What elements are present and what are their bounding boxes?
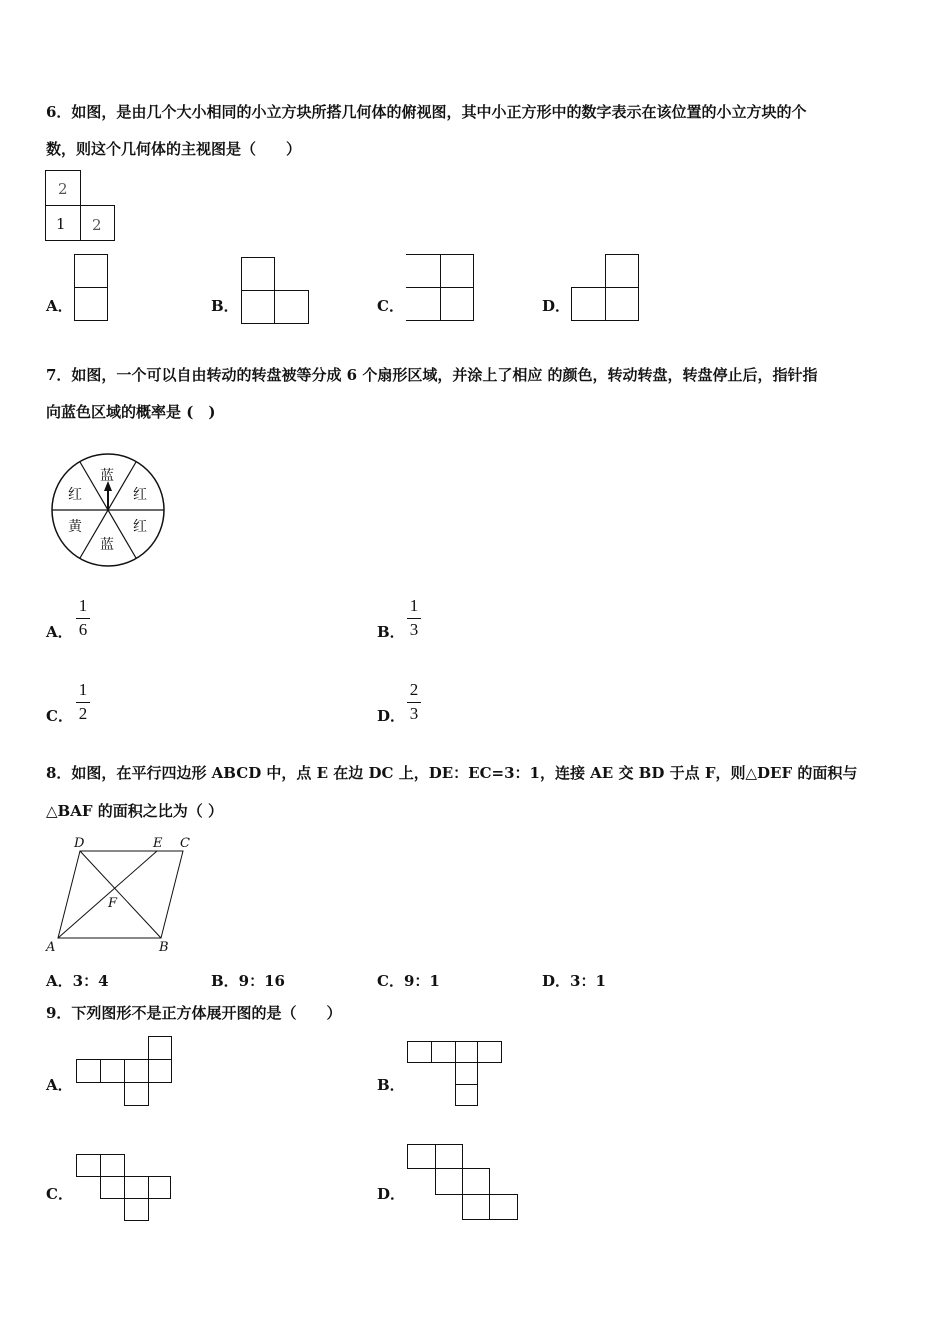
q8-text-line2: △BAF 的面积之比为（ ） [46,802,223,820]
q7-option-a-fraction [76,597,90,639]
q6-option-c-figure [406,254,478,324]
q8-point-label: C [180,836,190,851]
q6-option-d-label: D． [542,297,571,315]
q8-option-b: B．9：16 [211,972,285,990]
q8-point-label: E [153,836,163,851]
q7-sector-label: 黄 [68,519,82,535]
q7-sector-label: 蓝 [100,537,114,553]
q6-text-line1: 6．如图，是由几个大小相同的小立方块所搭几何体的俯视图，其中小正方形中的数字表示在该位置的小立方块的个 [46,103,807,121]
q7-option-d-label: D． [377,707,406,725]
q6-grid-value: 2 [58,180,68,198]
q7-option-c-fraction [76,681,90,723]
q7-option-b-fraction [407,597,421,639]
q7-option-d-numerator: 2 [409,680,419,699]
q6-top-view-grid [45,170,117,242]
q7-option-c-label: C． [46,707,73,725]
q7-sector-label: 红 [133,487,147,503]
q6-grid-value: 2 [92,216,102,234]
q7-option-b-denominator: 3 [409,620,419,639]
q7-option-b-label: B． [377,623,405,641]
q9-option-a-label: A． [46,1076,73,1094]
q6-option-a-label: A． [46,297,73,315]
q6-grid-value: 1 [56,215,66,233]
q8-option-c: C．9：1 [377,972,440,990]
q9-option-a-net [76,1036,176,1108]
q7-option-a-numerator: 1 [78,596,88,615]
q8-option-d: D．3：1 [542,972,606,990]
q6-option-d-figure [571,254,643,324]
q9-option-c-label: C． [46,1185,73,1203]
q6-option-a-figure [74,254,110,324]
q8-point-label: D [74,836,85,851]
q9-option-c-net [76,1154,176,1224]
q7-sector-label: 红 [68,487,82,503]
q8-option-a: A．3：4 [46,972,109,990]
q6-option-b-figure [241,257,313,327]
q7-text-line1: 7．如图，一个可以自由转动的转盘被等分成 6 个扇形区域，并涂上了相应 的颜色，转动转盘，转盘停止后，指针指 [46,366,818,384]
q7-text-line2: 向蓝色区域的概率是 ( ) [46,403,216,421]
q8-parallelogram-figure [44,833,204,958]
q7-option-b-numerator: 1 [409,596,419,615]
q9-text-line1: 9．下列图形不是正方体展开图的是（ ） [46,1004,342,1022]
q7-option-a-denominator: 6 [78,620,88,639]
q9-option-d-net [407,1144,521,1224]
q8-point-label: B [159,940,169,955]
q6-text-line2: 数，则这个几何体的主视图是（ ） [46,140,302,158]
q9-option-b-label: B． [377,1076,405,1094]
q9-option-b-net [407,1041,507,1109]
q7-sector-label: 红 [133,519,147,535]
q7-option-a-label: A． [46,623,73,641]
q7-sector-label: 蓝 [100,468,114,484]
q9-option-d-label: D． [377,1185,406,1203]
q8-point-label: F [108,896,118,911]
q7-spinner [50,453,170,573]
q8-point-label: A [46,940,56,955]
q6-option-c-label: C． [377,297,404,315]
q7-option-d-denominator: 3 [409,704,419,723]
q7-option-c-numerator: 1 [78,680,88,699]
q8-text-line1: 8．如图，在平行四边形 ABCD 中，点 E 在边 DC 上，DE：EC=3：1，连接 AE 交 BD 于点 F，则△DEF 的面积与 [46,764,858,782]
q7-option-d-fraction [407,681,421,723]
q6-option-b-label: B． [211,297,239,315]
q7-option-c-denominator: 2 [78,704,88,723]
